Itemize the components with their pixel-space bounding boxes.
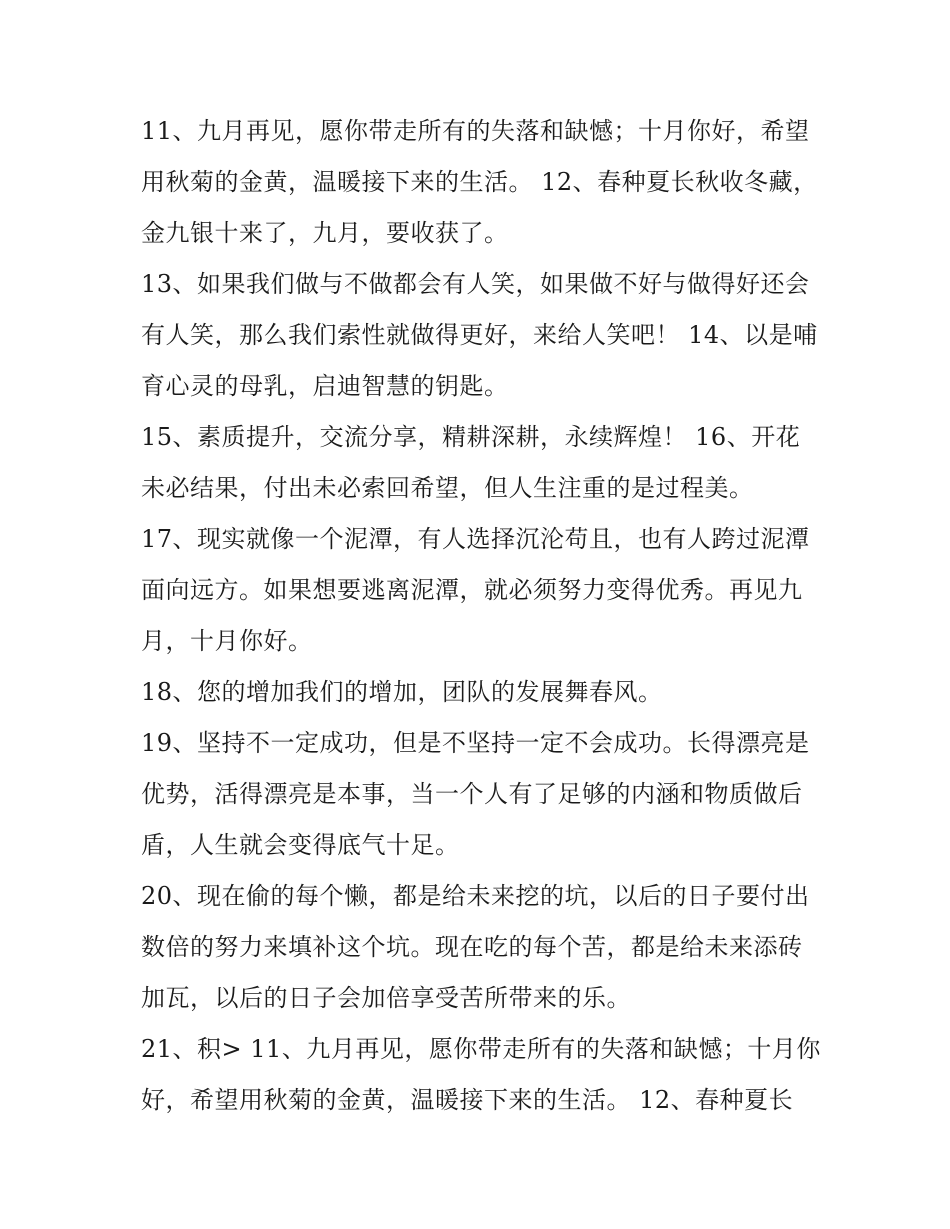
paragraph-4: 17、现实就像一个泥潭，有人选择沉沦苟且，也有人跨过泥潭面向远方。如果想要逃离泥潭，就必须努力变得优秀。再见九月，十月你好。 bbox=[141, 525, 810, 655]
paragraph-6: 19、坚持不一定成功，但是不坚持一定不会成功。长得漂亮是优势，活得漂亮是本事，当一个人有了足够的内涵和物质做后盾，人生就会变得底气十足。 bbox=[141, 729, 810, 859]
paragraph-3: 15、素质提升，交流分享，精耕深耕，永续辉煌！ 16、开花未必结果，付出未必索回希望，但人生注重的是过程美。 bbox=[141, 423, 801, 502]
paragraph-7: 20、现在偷的每个懒，都是给未来挖的坑，以后的日子要付出数倍的努力来填补这个坑。现在吃的每个苦，都是给未来添砖加瓦，以后的日子会加倍享受苦所带来的乐。 bbox=[141, 882, 810, 1012]
paragraph-1: 11、九月再见，愿你带走所有的失落和缺憾；十月你好，希望用秋菊的金黄，温暖接下来的生活。 12、春种夏长秋收冬藏，金九银十来了，九月，要收获了。 bbox=[141, 117, 818, 247]
paragraph-8: 21、积> 11、九月再见，愿你带走所有的失落和缺憾；十月你好，希望用秋菊的金黄，温暖接下来的生活。 12、春种夏长 bbox=[141, 1035, 821, 1114]
paragraph-2: 13、如果我们做与不做都会有人笑，如果做不好与做得好还会有人笑，那么我们索性就做得更好，来给人笑吧！ 14、以是哺育心灵的母乳，启迪智慧的钥匙。 bbox=[141, 270, 818, 400]
paragraph-5: 18、您的增加我们的增加，团队的发展舞春风。 bbox=[141, 678, 663, 706]
document-body bbox=[141, 106, 821, 1126]
